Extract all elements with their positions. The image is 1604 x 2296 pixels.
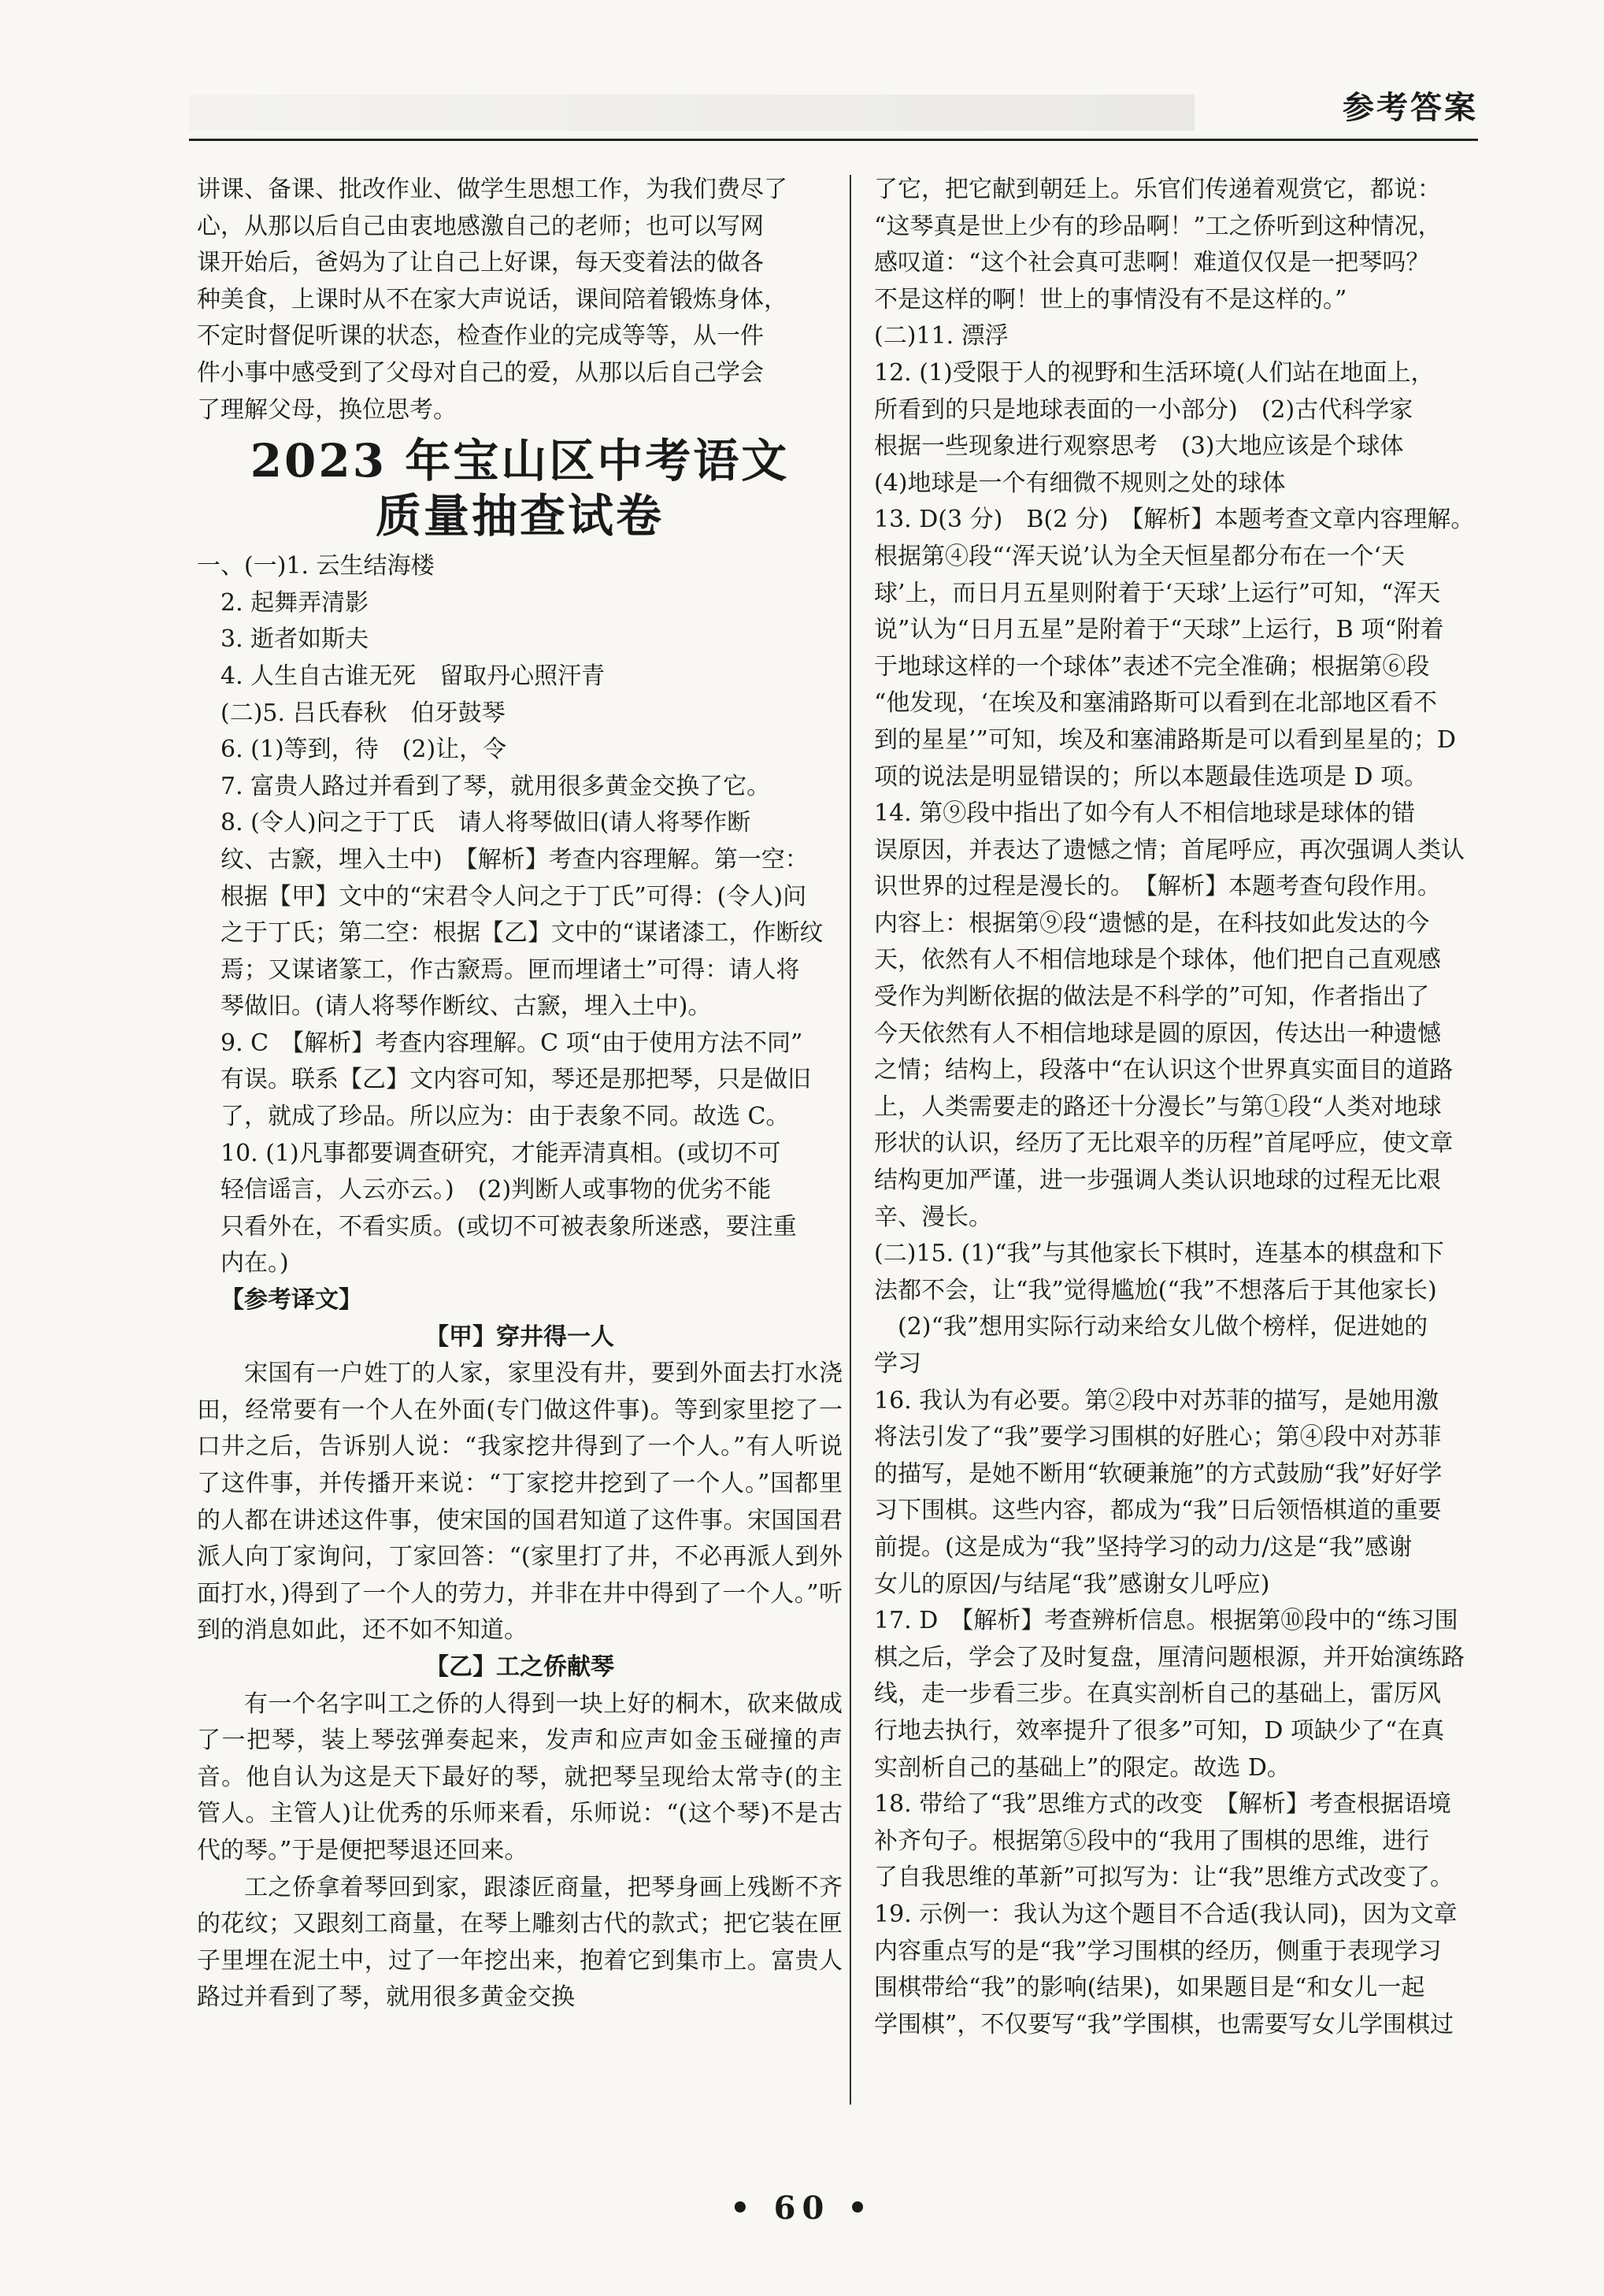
answer-line: 今天依然有人不相信地球是圆的原因，传达出一种遗憾 xyxy=(874,1019,1441,1048)
answer-line: 所看到的只是地球表面的一小部分) (2)古代科学家 xyxy=(874,395,1413,424)
answer-17 xyxy=(874,1603,1520,1786)
translation-yi-text-1: 有一个名字叫工之侨的人得到一块上好的桐木，砍来做成了一把琴，装上琴弦弹奏起来，发声和应声如金玉碰撞的声音。他自认为这是天下最好的琴，就把琴呈现给太常寺(的主管人。主管人)让优秀的乐师来看，乐师说：“(这个琴)不是古代的琴。”于是便把琴退还回来。 xyxy=(197,1690,843,1864)
header-rule xyxy=(189,139,1478,141)
answer-9 xyxy=(197,1026,843,1136)
text-line: 感叹道：“这个社会真可悲啊！难道仅仅是一把琴吗？ xyxy=(874,249,1430,277)
answer-line: 结构更加严谨，进一步强调人类认识地球的过程无比艰 xyxy=(874,1167,1441,1195)
answer-line: 10. (1)凡事都要调查研究，才能弄清真相。(或切不可 xyxy=(220,1139,781,1167)
answer-line: 焉；又谋诸篆工，作古窾焉。匣而埋诸土”可得：请人将 xyxy=(220,955,800,984)
answer-line: 了自我思维的革新”可拟写为：让“我”思维方式改变了。 xyxy=(874,1864,1454,1892)
answer-line: 17. D 【解析】考查辨析信息。根据第⑩段中的“练习围 xyxy=(874,1607,1458,1635)
translation-yi-text-2: 工之侨拿着琴回到家，跟漆匠商量，把琴身画上残断不齐的花纹；又跟刻工商量，在琴上雕刻古代的款式；把它装在匣子里埋在泥土中，过了一年挖出来，抱着它到集市上。富贵人路过并看到了琴，就用很多黄金交换 xyxy=(197,1873,843,2012)
answer-line: 法都不会，让“我”觉得尴尬(“我”不想落后于其他家长) xyxy=(874,1276,1437,1304)
answer-line: 于地球这样的一个球体”表述不完全准确；根据第⑥段 xyxy=(874,652,1430,681)
answer-line: 19. 示例一：我认为这个题目不合适(我认同)，因为文章 xyxy=(874,1900,1458,1928)
answer-line: 9. C 【解析】考查内容理解。C 项“由于使用方法不同” xyxy=(220,1029,803,1057)
answer-line: 2. 起舞弄清影 xyxy=(220,588,369,617)
answer-line: (二)5. 吕氏春秋 伯牙鼓琴 xyxy=(220,699,506,727)
answer-12 xyxy=(874,355,1520,502)
translation-continued xyxy=(874,172,1520,318)
translation-jia-text: 宋国有一户姓丁的人家，家里没有井，要到外面去打水浇田，经常要有一个人在外面(专门做这件事)。等到家里挖了一口井之后，告诉别人说：“我家挖井得到了一个人。”有人听说了这件事，并传播开来说：“丁家挖井挖到了一个人。”国都里的人都在讲述这件事，使宋国的国君知道了这件事。宋国国君派人向丁家询问，丁家回答：“(家里打了井，不必再派人到外面打水，)得到了一个人的劳力，并非在井中得到了一个人。”听到的消息如此，还不如不知道。 xyxy=(197,1359,843,1645)
answer-line: 8. (令人)问之于丁氏 请人将琴做旧(请人将琴作断 xyxy=(220,809,751,837)
answer-8 xyxy=(197,805,843,1026)
answer-line: “他发现，‘在埃及和塞浦路斯可以看到在北部地区看不 xyxy=(874,689,1437,718)
answer-11: (二)11. 漂浮 xyxy=(874,322,1009,351)
answer-line: 前提。(这是成为“我”坚持学习的动力/这是“我”感谢 xyxy=(874,1533,1413,1561)
answer-line: (2)“我”想用实际行动来给女儿做个榜样，促进她的 xyxy=(898,1313,1428,1341)
page-number: • 60 • xyxy=(730,2190,874,2227)
answer-line: 误原因，并表达了遗憾之情；首尾呼应，再次强调人类认 xyxy=(874,836,1465,864)
text-line: 心，从那以后自己由衷地感激自己的老师；也可以写网 xyxy=(197,212,764,240)
answer-line: 根据一些现象进行观察思考 (3)大地应该是个球体 xyxy=(874,432,1404,461)
text-line: 了理解父母，换位思考。 xyxy=(197,395,457,424)
answer-19 xyxy=(874,1897,1520,2043)
answer-line: 项的说法是明显错误的；所以本题最佳选项是 D 项。 xyxy=(874,762,1428,791)
answer-line: (二)15. (1)“我”与其他家长下棋时，连基本的棋盘和下 xyxy=(874,1240,1444,1268)
text-line: 课开始后，爸妈为了让自己上好课，每天变着法的做各 xyxy=(197,249,764,277)
answer-line: 7. 富贵人路过并看到了琴，就用很多黄金交换了它。 xyxy=(220,772,771,800)
exam-title-line1: 2023 年宝山区中考语文 xyxy=(250,434,790,488)
answer-line: 一、(一)1. 云生结海楼 xyxy=(197,552,435,580)
answer-line: 13. D(3 分) B(2 分) 【解析】本题考查文章内容理解。 xyxy=(874,506,1475,534)
left-column xyxy=(197,172,843,2016)
answer-line: 受作为判断依据的做法是不科学的”可知，作者指出了 xyxy=(874,983,1430,1011)
answer-14 xyxy=(874,796,1520,1236)
answer-line: 棋之后，学会了及时复盘，厘清问题根源，并开始演练路 xyxy=(874,1643,1465,1671)
answer-line: 只看外在，不看实质。(或切不可被表象所迷惑，要注重 xyxy=(220,1212,797,1241)
text-line: 了它，把它献到朝廷上。乐官们传递着观赏它，都说： xyxy=(874,176,1441,203)
exam-title-line2: 质量抽查试卷 xyxy=(375,489,664,543)
answer-line: 围棋带给“我”的影响(结果)，如果题目是“和女儿一起 xyxy=(874,1974,1425,2002)
text-line: 不是这样的啊！世上的事情没有不是这样的。” xyxy=(874,285,1347,313)
header-title: 参考答案 xyxy=(1343,90,1478,126)
translation-yi-title: 【乙】工之侨献琴 xyxy=(425,1652,614,1681)
answer-line: 根据【甲】文中的“宋君令人问之于丁氏”可得：(令人)问 xyxy=(220,882,807,911)
answer-16 xyxy=(874,1383,1520,1604)
answer-line: 轻信谣言，人云亦云。) (2)判断人或事物的优劣不能 xyxy=(220,1176,772,1204)
answer-line: 线，走一步看三步。在真实剖析自己的基础上，雷厉风 xyxy=(874,1680,1441,1708)
text-line: 讲课、备课、批改作业、做学生思想工作，为我们费尽了 xyxy=(197,176,787,203)
answers-section-1 xyxy=(197,548,843,805)
answer-line: 的描写，是她不断用“软硬兼施”的方式鼓励“我”好好学 xyxy=(874,1460,1443,1488)
answer-line: 14. 第⑨段中指出了如今有人不相信地球是球体的错 xyxy=(874,799,1416,828)
answer-line: 琴做旧。(请人将琴作断纹、古窾，埋入土中)。 xyxy=(220,992,712,1021)
text-line: “这琴真是世上少有的珍品啊！”工之侨听到这种情况， xyxy=(874,212,1442,240)
answer-line: 内容重点写的是“我”学习围棋的经历，侧重于表现学习 xyxy=(874,1937,1442,1965)
answer-line: 实剖析自己的基础上”的限定。故选 D。 xyxy=(874,1753,1291,1782)
header-shade xyxy=(189,95,1195,131)
answer-line: 内在。) xyxy=(220,1249,289,1278)
answer-line: 内容上：根据第⑨段“遗憾的是，在科技如此发达的今 xyxy=(874,909,1430,937)
answer-line: 6. (1)等到，待 (2)让，令 xyxy=(220,736,507,764)
answer-line: 18. 带给了“我”思维方式的改变 【解析】考查根据语境 xyxy=(874,1790,1451,1819)
text-line: 种美食，上课时从不在家大声说话，课间陪着锻炼身体， xyxy=(197,285,787,313)
answer-10 xyxy=(197,1136,843,1282)
intro-paragraph xyxy=(197,172,843,428)
answer-line: 识世界的过程是漫长的。 【解析】本题考查句段作用。 xyxy=(874,873,1441,901)
answer-line: 16. 我认为有必要。第②段中对苏菲的描写，是她用激 xyxy=(874,1386,1439,1415)
answer-line: 到的星星’”可知，埃及和塞浦路斯是可以看到星星的；D xyxy=(874,725,1456,754)
column-divider xyxy=(850,175,851,2105)
answer-line: 行地去执行，效率提升了很多”可知，D 项缺少了“在真 xyxy=(874,1716,1445,1745)
answer-line: 之情；结构上，段落中“在认识这个世界真实面目的道路 xyxy=(874,1056,1454,1085)
answer-line: 形状的认识，经历了无比艰辛的历程”首尾呼应，使文章 xyxy=(874,1129,1454,1158)
answer-line: 根据第④段“‘浑天说’认为全天恒星都分布在一个‘天 xyxy=(874,542,1405,570)
answer-line: 12. (1)受限于人的视野和生活环境(人们站在地面上， xyxy=(874,358,1435,387)
answer-line: 说”认为“日月五星”是附着于“天球”上运行，B 项“附着 xyxy=(874,616,1444,644)
text-line: 件小事中感受到了父母对自己的爱，从那以后自己学会 xyxy=(197,358,764,387)
right-column xyxy=(874,172,1520,2043)
answer-line: 辛、漫长。 xyxy=(874,1203,992,1231)
answer-line: 补齐句子。根据第⑤段中的“我用了围棋的思维，进行 xyxy=(874,1827,1430,1855)
exam-title xyxy=(197,433,843,543)
answer-line: 3. 逝者如斯夫 xyxy=(220,625,369,654)
answer-line: 了，就成了珍品。所以应为：由于表象不同。故选 C。 xyxy=(220,1103,790,1131)
answer-line: 学习 xyxy=(874,1350,921,1378)
answer-line: 习下围棋。这些内容，都成为“我”日后领悟棋道的重要 xyxy=(874,1497,1442,1525)
answer-line: (4)地球是一个有细微不规则之处的球体 xyxy=(874,469,1286,497)
answer-line: 之于丁氏；第二空：根据【乙】文中的“谋诸漆工，作断纹 xyxy=(220,919,824,948)
answer-line: 上，人类需要走的路还十分漫长”与第①段“人类对地球 xyxy=(874,1092,1442,1121)
answer-13 xyxy=(874,502,1520,796)
text-line: 不定时督促听课的状态，检查作业的完成等等，从一件 xyxy=(197,322,764,351)
answer-18 xyxy=(874,1786,1520,1897)
answer-line: 将法引发了“我”要学习围棋的好胜心；第④段中对苏菲 xyxy=(874,1423,1442,1452)
answer-line: 4. 人生自古谁无死 留取丹心照汗青 xyxy=(220,662,606,690)
answer-line: 纹、古窾，埋入土中) 【解析】考查内容理解。第一空： xyxy=(220,845,809,874)
answer-line: 有误。联系【乙】文内容可知，琴还是那把琴，只是做旧 xyxy=(220,1066,811,1094)
answer-15 xyxy=(874,1236,1520,1382)
answer-line: 女儿的原因/与结尾“我”感谢女儿呼应) xyxy=(874,1570,1270,1598)
reference-translation-label: 【参考译文】 xyxy=(220,1286,362,1315)
answer-line: 球’上，而日月五星则附着于‘天球’上运行”可知，“浑天 xyxy=(874,579,1441,607)
translation-jia-title: 【甲】穿井得一人 xyxy=(425,1322,614,1351)
answer-line: 天，依然有人不相信地球是个球体，他们把自己直观感 xyxy=(874,946,1441,974)
answer-line: 学围棋”，不仅要写“我”学围棋，也需要写女儿学围棋过 xyxy=(874,2010,1454,2038)
